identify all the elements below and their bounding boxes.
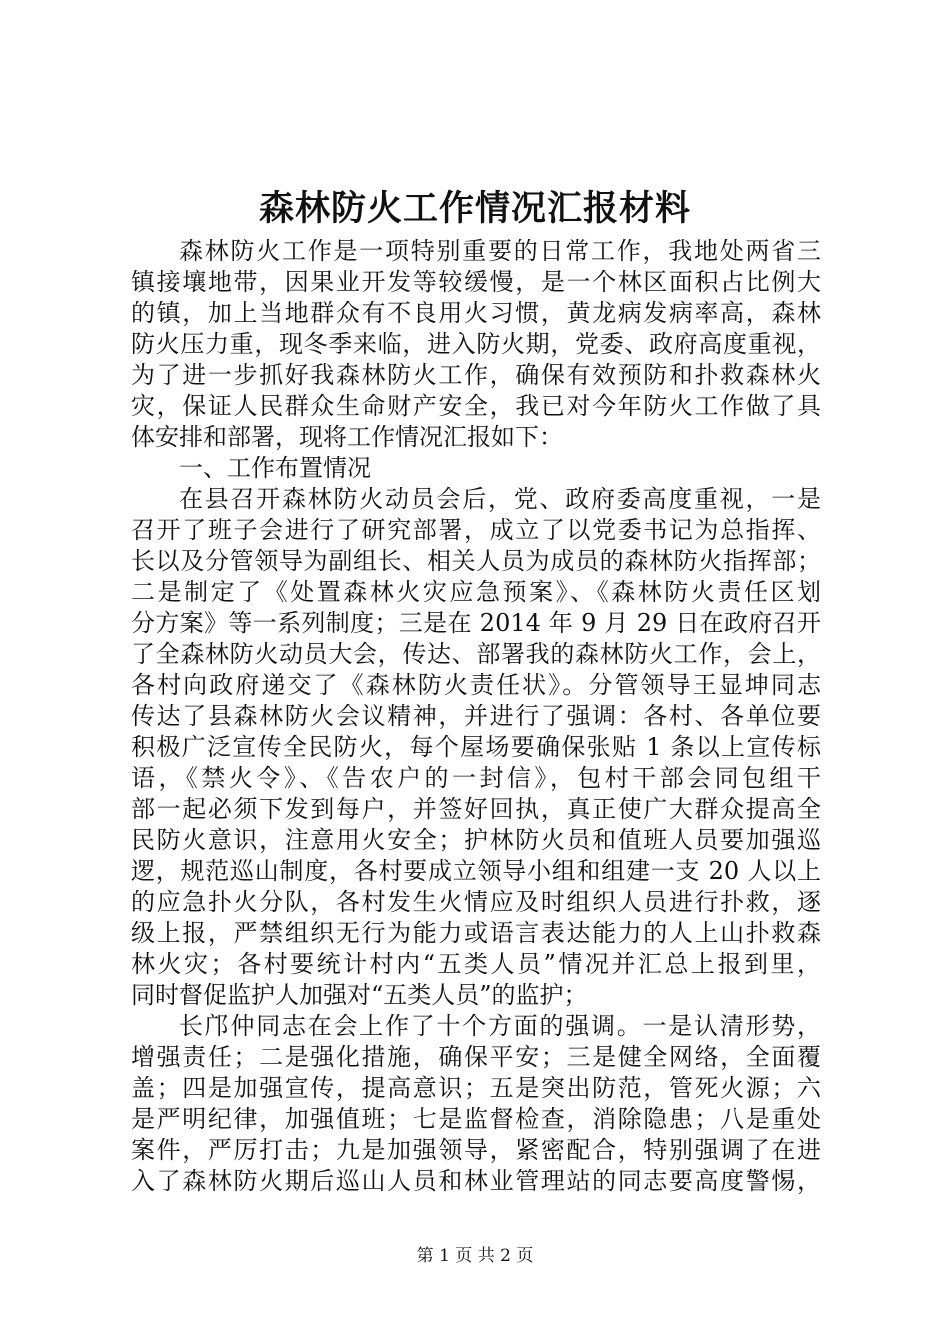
body-line: 林火灾；各村要统计村内“五类人员”情况并汇总上报到里， xyxy=(131,950,821,978)
body-line: 在县召开森林防火动员会后，党、政府委高度重视，一是 xyxy=(179,485,821,513)
body-line: 入了森林防火期后巡山人员和林业管理站的同志要高度警惕， xyxy=(131,1167,821,1195)
document-body xyxy=(131,236,821,1197)
body-line: 是严明纪律，加强值班；七是监督检查，消除隐患；八是重处 xyxy=(131,1105,821,1133)
body-line: 传达了县森林防火会议精神，并进行了强调：各村、各单位要 xyxy=(131,702,821,730)
body-line: 灾，保证人民群众生命财产安全，我已对今年防火工作做了具 xyxy=(131,392,821,420)
body-line: 二是制定了《处置森林火灾应急预案》、《森林防火责任区划 xyxy=(131,578,821,606)
body-line: 的镇，加上当地群众有不良用火习惯，黄龙病发病率高，森林 xyxy=(131,299,821,327)
body-line: 的应急扑火分队，各村发生火情应及时组织人员进行扑救，逐 xyxy=(131,888,821,916)
body-line: 各村向政府递交了《森林防火责任状》。分管领导王显坤同志 xyxy=(131,671,821,699)
body-line: 召开了班子会进行了研究部署，成立了以党委书记为总指挥、 xyxy=(131,516,821,544)
body-line: 案件，严厉打击；九是加强领导，紧密配合，特别强调了在进 xyxy=(131,1136,821,1164)
section-heading: 一、工作布置情况 xyxy=(179,454,371,482)
body-line: 部一起必须下发到每户，并签好回执，真正使广大群众提高全 xyxy=(131,795,821,823)
body-line: 民防火意识，注意用火安全；护林防火员和值班人员要加强巡 xyxy=(131,826,821,854)
body-line: 增强责任；二是强化措施，确保平安；三是健全网络，全面覆 xyxy=(131,1043,821,1071)
body-line: 为了进一步抓好我森林防火工作，确保有效预防和扑救森林火 xyxy=(131,361,821,389)
body-line: 积极广泛宣传全民防火，每个屋场要确保张贴 1 条以上宣传标 xyxy=(131,733,821,761)
body-line: 同时督促监护人加强对“五类人员”的监护； xyxy=(131,981,588,1009)
body-line: 语，《禁火令》、《告农户的一封信》，包村干部会同包组干 xyxy=(131,764,821,792)
body-line: 了全森林防火动员大会，传达、部署我的森林防火工作，会上， xyxy=(131,640,821,668)
body-line: 体安排和部署，现将工作情况汇报如下： xyxy=(131,423,563,451)
body-line: 级上报，严禁组织无行为能力或语言表达能力的人上山扑救森 xyxy=(131,919,821,947)
body-line: 逻，规范巡山制度，各村要成立领导小组和组建一支 20 人以上 xyxy=(131,857,821,885)
body-line: 防火压力重，现冬季来临，进入防火期，党委、政府高度重视， xyxy=(131,330,821,358)
body-line: 镇接壤地带，因果业开发等较缓慢，是一个林区面积占比例大 xyxy=(131,268,821,296)
body-line: 长邝仲同志在会上作了十个方面的强调。一是认清形势， xyxy=(179,1012,821,1040)
body-line: 长以及分管领导为副组长、相关人员为成员的森林防火指挥部； xyxy=(131,547,821,575)
body-line: 分方案》等一系列制度；三是在 2014 年 9 月 29 日在政府召开 xyxy=(131,609,821,637)
page-footer: 第 1 页 共 2 页 xyxy=(416,1246,534,1266)
document-title: 森林防火工作情况汇报材料 xyxy=(258,188,691,229)
body-line: 森林防火工作是一项特别重要的日常工作，我地处两省三 xyxy=(179,237,821,265)
body-line: 盖；四是加强宣传，提高意识；五是突出防范，管死火源；六 xyxy=(131,1074,821,1102)
